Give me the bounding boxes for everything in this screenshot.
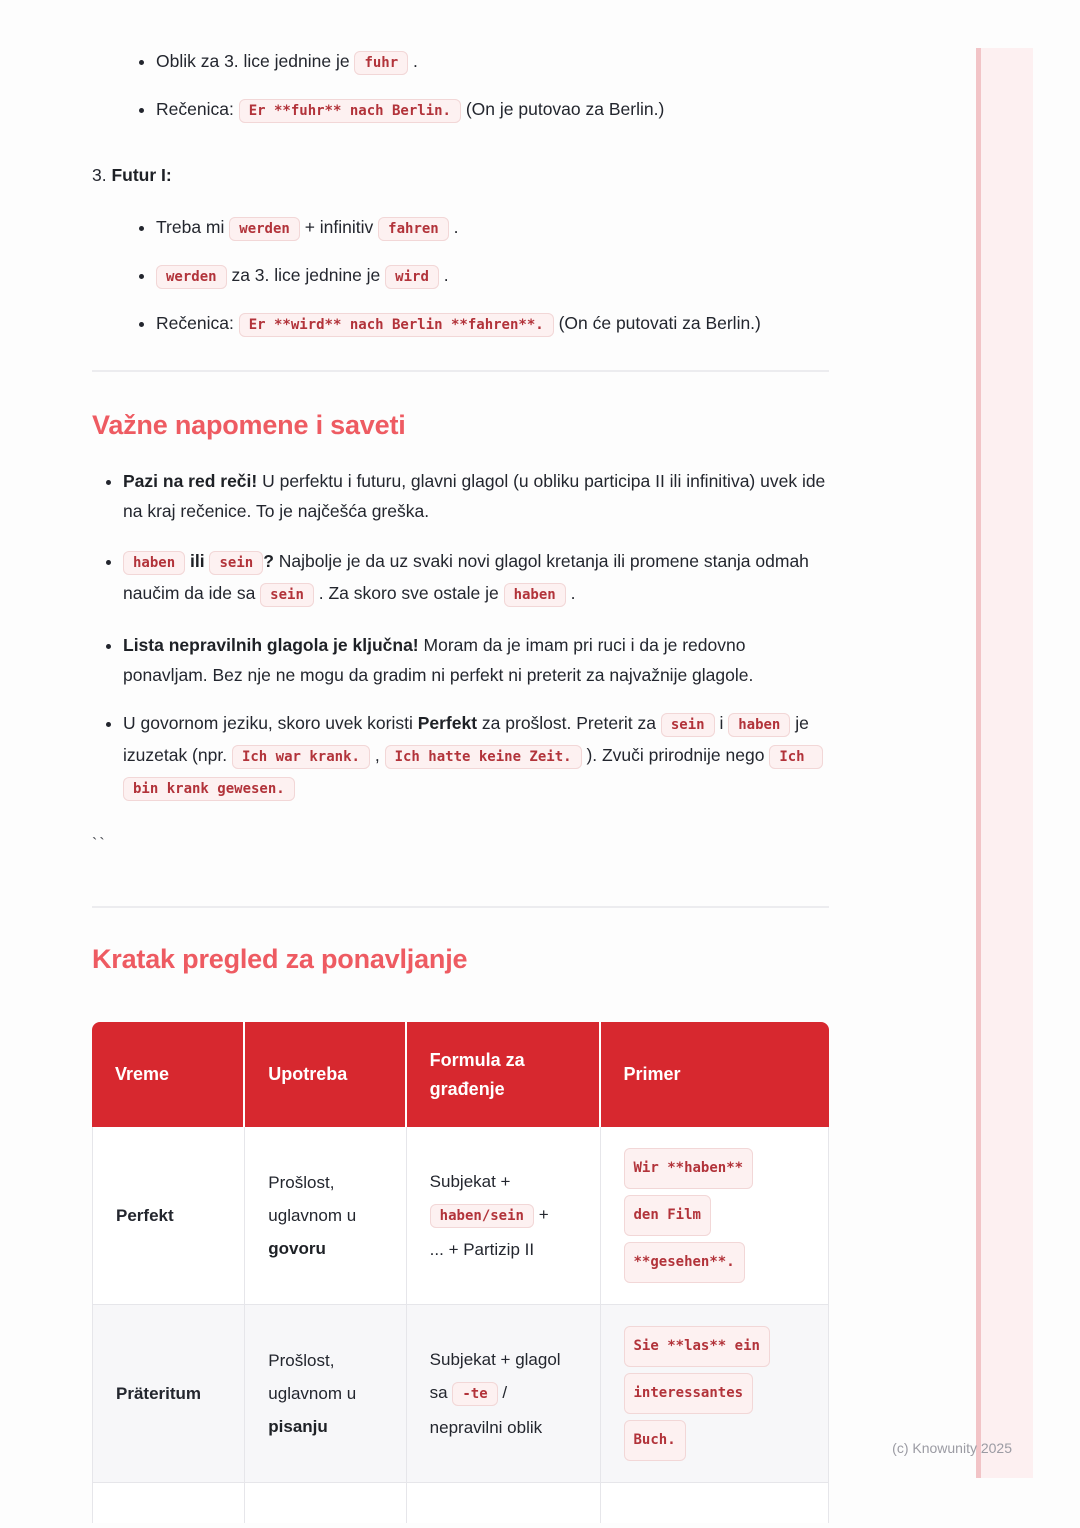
text-run: Najbolje je da uz svaki novi glagol kretanja ili promene stanja odmah naučim da ide sa [123, 551, 809, 603]
text-run: i [714, 713, 729, 733]
list-item [156, 260, 829, 292]
list-item-text [123, 713, 823, 797]
text-run: Rečenica: [156, 313, 239, 333]
text-run: Subjekat + [429, 1172, 511, 1191]
list-item [156, 46, 829, 78]
inline-code: Sie **las** ein [624, 1326, 770, 1367]
text-run: Prošlost, [268, 1351, 335, 1370]
column-header-upotreba: Upotreba [245, 1022, 406, 1127]
inline-code: fuhr [354, 51, 408, 75]
cell-formula [407, 1483, 601, 1523]
inline-code: Er **fuhr** nach Berlin. [239, 99, 461, 123]
cell-formula [407, 1305, 601, 1483]
bold-text: Pazi na red reči! [123, 471, 258, 491]
text-run: + infinitiv [299, 217, 379, 237]
inline-code: Ich war krank. [232, 745, 370, 769]
text-run: uglavnom u [268, 1384, 357, 1403]
inline-code: sein [209, 551, 263, 575]
table-header-row [92, 1022, 829, 1127]
inline-code: -te [452, 1382, 497, 1406]
bold-text: Perfekt [417, 713, 478, 733]
bold-text: pisanju [268, 1417, 328, 1436]
table-row-partial [92, 1483, 829, 1523]
text-run: je izuzetak (npr. [123, 713, 809, 765]
text-run: Rečenica: [156, 99, 239, 119]
text-run: (On će putovati za Berlin.) [553, 313, 761, 333]
inline-code: sein [260, 583, 314, 607]
page-margin-strip [976, 48, 1033, 1478]
text-run: za prošlost. Preterit za [477, 713, 661, 733]
inline-code: werden [229, 217, 300, 241]
list-item-text [156, 313, 761, 333]
text-run: + [533, 1205, 549, 1224]
text-run: . [438, 265, 449, 285]
heading-label: Futur I: [111, 165, 172, 185]
list-item-text [123, 635, 753, 685]
table-row-perfekt [92, 1127, 829, 1305]
text-run: ). Zvuči prirodnije nego [581, 745, 770, 765]
list-item-text [123, 551, 809, 603]
list-item [156, 94, 829, 126]
section-title-notes: Važne napomene i saveti [92, 410, 406, 440]
text-run: nepravilni oblik [429, 1418, 543, 1437]
futur-detail-list [92, 212, 829, 340]
section-divider [92, 370, 829, 372]
inline-code: haben [728, 713, 790, 737]
list-item [123, 546, 829, 610]
list-item [123, 630, 829, 690]
text-run: . [565, 583, 576, 603]
cell-vreme [92, 1483, 245, 1523]
review-table [92, 1022, 829, 1523]
text-run: ... + Partizip II [429, 1240, 535, 1259]
inline-code: haben [504, 583, 566, 607]
cell-primer [601, 1305, 830, 1483]
cell-formula [407, 1127, 601, 1305]
text-run: za 3. lice jednine je [226, 265, 386, 285]
cell-upotreba [245, 1483, 406, 1523]
column-header-vreme: Vreme [92, 1022, 245, 1127]
inline-code: **gesehen**. [624, 1242, 745, 1283]
notes-list [92, 466, 829, 804]
numbered-heading-futur [92, 160, 829, 190]
text-run: . [408, 51, 418, 71]
inline-code: fahren [378, 217, 449, 241]
page-content [92, 0, 829, 1523]
column-header-primer: Primer [601, 1022, 830, 1127]
text-run: Moram da je imam pri ruci i da je redovno ponavljam. Bez nje ne mogu da gradim ni perfekt ni preterit za najvažnije glagole. [123, 635, 754, 685]
list-item-text [123, 471, 825, 521]
table-row-praeteritum [92, 1305, 829, 1483]
bold-text: ili [185, 551, 210, 571]
list-item-text [156, 265, 449, 285]
list-item-text [156, 51, 418, 71]
inline-code: wird [385, 265, 439, 289]
inline-code: werden [156, 265, 227, 289]
list-item [123, 466, 829, 526]
text-run: U govornom jeziku, skoro uvek koristi [123, 713, 418, 733]
copyright-footer: (c) Knowunity 2025 [892, 1440, 1012, 1456]
inline-code: Wir **haben** [624, 1148, 754, 1189]
column-header-formula: Formula za građenje [407, 1022, 601, 1127]
cell-vreme: Perfekt [92, 1127, 245, 1305]
cell-upotreba [245, 1127, 406, 1305]
list-item [156, 212, 829, 244]
text-run: Oblik za 3. lice jednine je [156, 51, 355, 71]
inline-code: interessantes [624, 1373, 754, 1414]
section-divider [92, 906, 829, 908]
stray-backticks: `` [92, 836, 107, 853]
preterit-detail-list [92, 46, 829, 126]
text-run: U perfektu i futuru, glavni glagol (u obliku participa II ili infinitiva) uvek ide na kraj rečenice. To je najčešća greška. [123, 471, 826, 521]
inline-code: sein [661, 713, 715, 737]
text-run: Treba mi [156, 217, 230, 237]
bold-text: ? [263, 551, 274, 571]
inline-code: haben/sein [430, 1204, 534, 1228]
list-item [156, 308, 829, 340]
text-run: uglavnom u [268, 1206, 357, 1225]
heading-number: 3. [92, 165, 112, 185]
inline-code: Buch. [624, 1420, 686, 1461]
bold-text: Lista nepravilnih glagola je ključna! [123, 635, 419, 655]
list-item-text [156, 217, 458, 237]
inline-code: haben [123, 551, 185, 575]
text-run: Subjekat + glagol [429, 1350, 561, 1369]
text-run: . [448, 217, 459, 237]
cell-primer [601, 1127, 830, 1305]
text-run: , [369, 745, 385, 765]
list-item [123, 708, 829, 804]
list-item-text [156, 99, 664, 119]
cell-vreme: Präteritum [92, 1305, 245, 1483]
cell-primer [601, 1483, 830, 1523]
inline-code: Er **wird** nach Berlin **fahren**. [239, 313, 554, 337]
text-run: . Za skoro sve ostale je [313, 583, 504, 603]
section-title-review: Kratak pregled za ponavljanje [92, 944, 468, 974]
text-run: (On je putovao za Berlin.) [460, 99, 665, 119]
inline-code: Ich bin krank gewesen. [123, 745, 823, 801]
cell-upotreba [245, 1305, 406, 1483]
inline-code: den Film [624, 1195, 711, 1236]
bold-text: govoru [268, 1239, 326, 1258]
text-run: Prošlost, [268, 1173, 335, 1192]
text-run: sa [429, 1383, 453, 1402]
text-run: / [497, 1383, 508, 1402]
inline-code: Ich hatte keine Zeit. [385, 745, 582, 769]
